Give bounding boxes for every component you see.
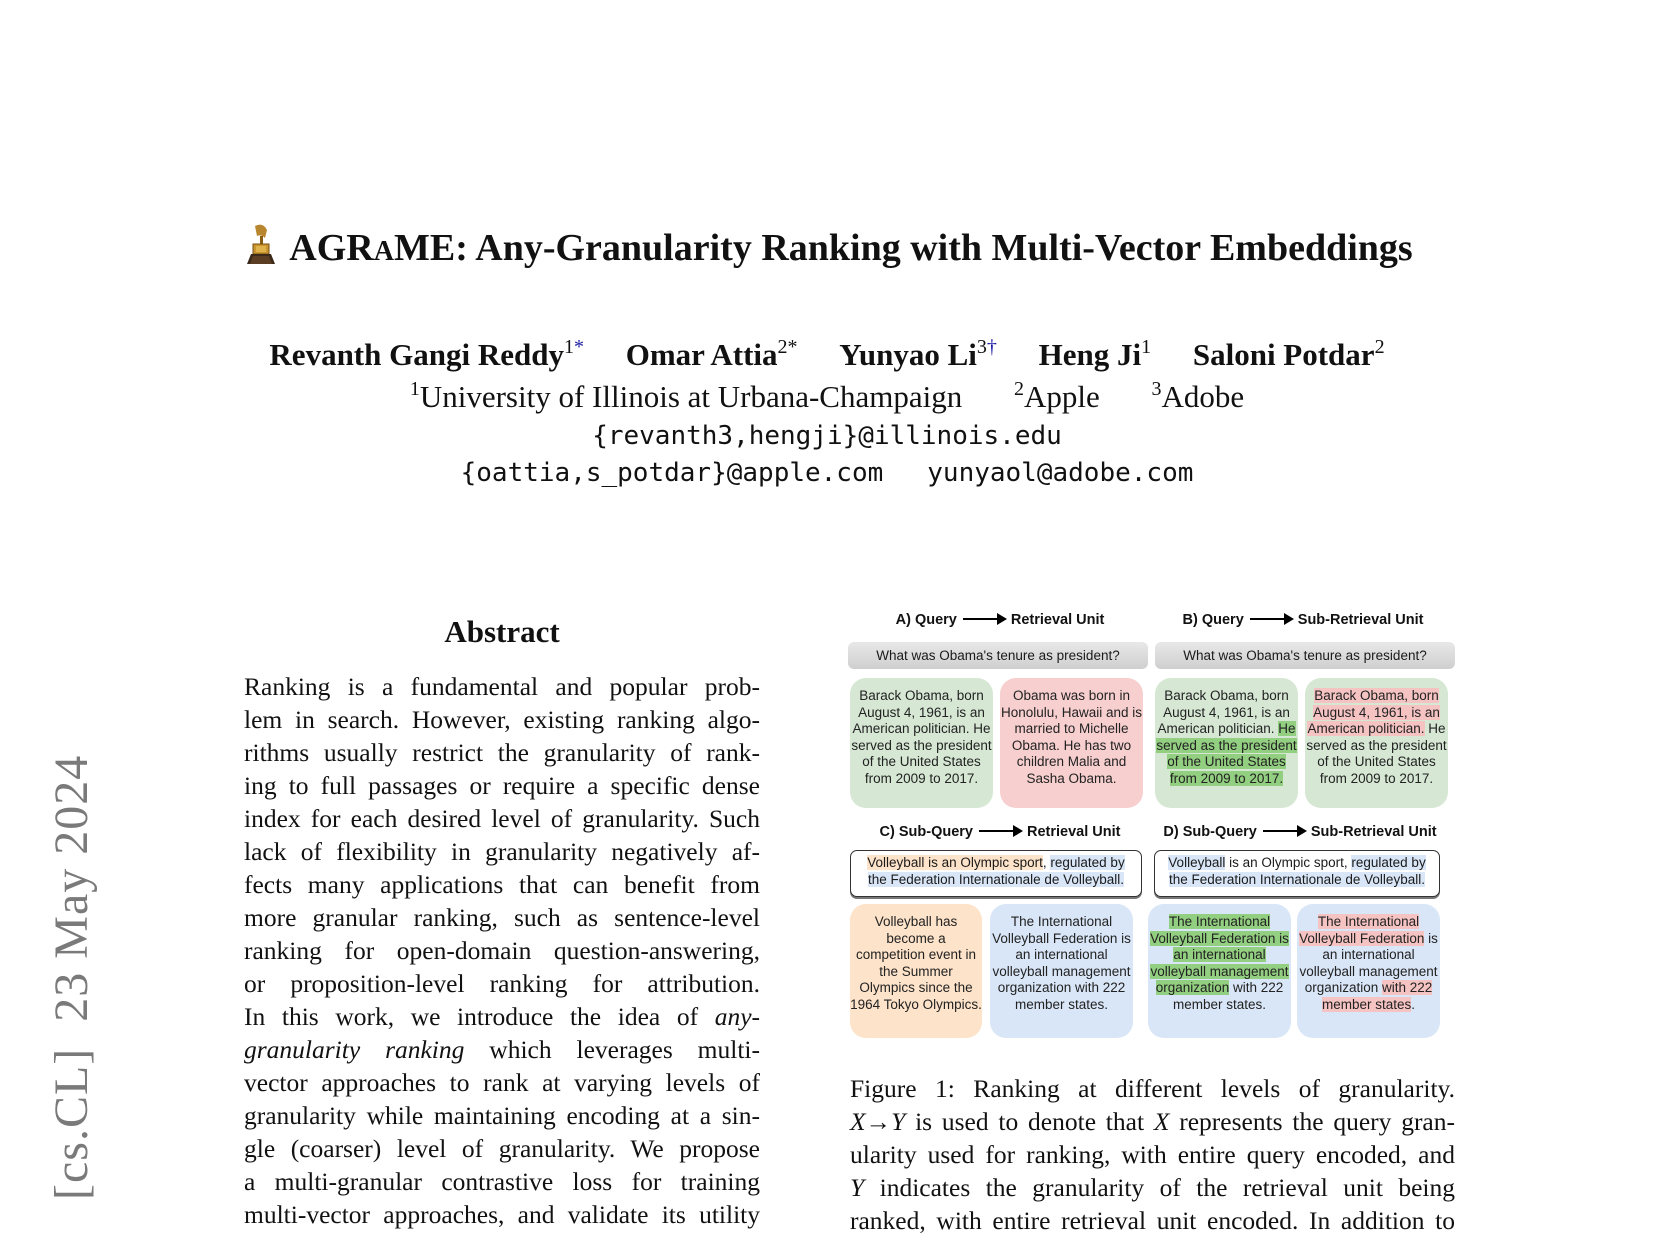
- abstract-line: multi-vector approaches, and validate its utility: [244, 1200, 760, 1229]
- panel-label-left: D) Sub-Query: [1163, 824, 1257, 840]
- abstract-line: a multi-granular contrastive loss for training: [244, 1167, 760, 1196]
- author-affil-num: 1: [563, 336, 574, 358]
- panel-d: [1140, 824, 1440, 1052]
- email-adobe[interactable]: yunyaol@adobe.com: [927, 458, 1194, 488]
- abstract-line: [244, 1000, 760, 1033]
- math-y: Y: [891, 1107, 906, 1136]
- unit-text: Barack Obama, born August 4, 1961, is an American politician.: [1157, 688, 1290, 736]
- abstract-line: [244, 1033, 760, 1066]
- abstract-italic-term: any-: [714, 1002, 760, 1031]
- retrieval-unit-relevant: Barack Obama, born August 4, 1961, is an American politician. He served as the president of the United States from 2009 to 2017.: [850, 678, 993, 808]
- affiliation-num: 2: [1013, 378, 1024, 400]
- sub-query-sep: ,: [1042, 855, 1051, 870]
- panel-b: [1153, 612, 1453, 812]
- abstract-line: fects many applications that can benefit from: [244, 870, 760, 899]
- figure-1: [850, 612, 1460, 1052]
- author-name: Revanth Gangi Reddy: [269, 337, 564, 372]
- abstract-line: vector approaches to rank at varying levels of: [244, 1068, 760, 1097]
- abstract-line: lem in search. However, existing ranking algo-: [244, 705, 760, 734]
- sub-query-box: [1154, 850, 1440, 897]
- author-mark: †: [986, 336, 997, 358]
- retrieval-unit-irrelevant: Obama was born in Honolulu, Hawaii and is married to Michelle Obama. He has two children Malia and Sasha Obama.: [1000, 678, 1143, 808]
- arxiv-date: 23 May 2024: [45, 754, 98, 1022]
- panel-label: [850, 824, 1150, 840]
- math-x: X: [1153, 1107, 1170, 1136]
- affiliation-list: [0, 379, 1654, 415]
- panel-c: [850, 824, 1150, 1052]
- affiliation: [1014, 379, 1100, 414]
- affiliation-num: 1: [409, 378, 420, 400]
- relevant-highlight: He served as the president of the United States from 2009 to 2017.: [1156, 721, 1297, 786]
- panel-label: [1153, 612, 1453, 628]
- sub-query-part-b: regulated by: [1351, 855, 1426, 870]
- irrelevant-highlight: The International Volleyball Federation: [1299, 914, 1425, 946]
- panel-label-left: C) Sub-Query: [879, 824, 973, 840]
- arrow-right-icon: [1250, 618, 1292, 620]
- author-name: Omar Attia: [625, 337, 778, 372]
- email-line-2: [0, 458, 1654, 488]
- irrelevant-highlight: with 222 member states: [1321, 980, 1433, 1012]
- panel-label: [850, 612, 1150, 628]
- math-x: X: [850, 1107, 866, 1136]
- sub-query-text: is an Olympic sport,: [1225, 855, 1352, 870]
- sub-retrieval-unit-relevant: [1155, 678, 1298, 808]
- author: [839, 337, 997, 372]
- arrow-right-icon: [979, 830, 1021, 832]
- abstract-line: rithms usually restrict the granularity of rank-: [244, 738, 760, 767]
- math-y: Y: [850, 1173, 865, 1202]
- sub-retrieval-unit-irrelevant: [1297, 904, 1440, 1038]
- author-affil-num: 2: [777, 336, 788, 358]
- affiliation-name: Adobe: [1161, 379, 1245, 414]
- caption-text: represents the query gran-: [1169, 1107, 1455, 1136]
- author-name: Saloni Potdar: [1192, 337, 1375, 372]
- caption-line: [850, 1105, 1455, 1138]
- author-name: Heng Ji: [1038, 337, 1142, 372]
- abstract-line: Ranking is a fundamental and popular prob-: [244, 672, 760, 701]
- sub-query-part-b: regulated by: [1050, 855, 1125, 870]
- author: [1039, 337, 1151, 372]
- panel-a: [850, 612, 1150, 812]
- retrieval-unit-federation: The International Volleyball Federation is an international volleyball management organization with 222 member states.: [990, 904, 1133, 1038]
- caption-line: ularity used for ranking, with entire query encoded, and: [850, 1140, 1455, 1169]
- abstract-italic-term: granularity ranking: [244, 1035, 465, 1064]
- email-line-1[interactable]: {revanth3,hengji}@illinois.edu: [592, 421, 1062, 451]
- paper-title: [0, 222, 1654, 270]
- panel-label: [1150, 824, 1450, 840]
- sub-retrieval-unit-relevant: [1148, 904, 1291, 1038]
- unit-text: is an international volleyball management organization: [1299, 930, 1438, 995]
- abstract-line: more granular ranking, such as sentence-level: [244, 903, 760, 932]
- arrow-right-icon: [963, 618, 1005, 620]
- sub-query-part-a: is an Olympic sport: [924, 855, 1043, 870]
- figure-caption: [850, 1072, 1455, 1237]
- author: [1193, 337, 1385, 372]
- sub-query-part-b: the Federation Internationale de Volleyball.: [1169, 872, 1425, 887]
- unit-text: He served as the president of the United States from 2009 to 2017.: [1306, 721, 1447, 786]
- math-arrow: →: [865, 1107, 892, 1136]
- unit-text: with 222 member states.: [1172, 980, 1284, 1012]
- caption-text: is used to denote that: [905, 1107, 1154, 1136]
- abstract-line: lack of flexibility in granularity negatively af-: [244, 837, 760, 866]
- author: [626, 337, 798, 372]
- panel-label-left: A) Query: [895, 612, 957, 628]
- abstract-text: In this work, we introduce the idea of: [244, 1002, 715, 1031]
- author-mark: *: [573, 336, 584, 358]
- irrelevant-highlight: Barack Obama, born August 4, 1961, is an American politician.: [1307, 688, 1440, 736]
- arrow-right-icon: [1263, 830, 1305, 832]
- author-affil-num: 3: [976, 336, 987, 358]
- title-name-part1: AGR: [289, 227, 374, 269]
- abstract-body: [244, 670, 760, 1231]
- affiliation-name: University of Illinois at Urbana-Champaign: [419, 379, 963, 414]
- unit-text: .: [1411, 996, 1416, 1012]
- relevant-highlight: The International Volleyball Federation is an international volleyball management organization: [1150, 914, 1289, 995]
- author-list: [0, 337, 1654, 373]
- caption-line: ranked, with entire retrieval unit encoded. In addition to: [850, 1206, 1455, 1235]
- abstract-line: gle (coarser) level of granularity. We propose: [244, 1134, 760, 1163]
- author-affil-num: 2: [1374, 336, 1385, 358]
- author-mark: *: [787, 336, 798, 358]
- affiliation: [1152, 379, 1245, 414]
- sub-query-part-b: the Federation Internationale de Volleyball.: [868, 872, 1124, 887]
- author-affil-num: 1: [1141, 336, 1152, 358]
- abstract-line: ing to full passages or require a specific dense: [244, 771, 760, 800]
- affiliation-name: Apple: [1023, 379, 1100, 414]
- retrieval-unit-olympics: Volleyball has become a competition event in the Summer Olympics since the 1964 Tokyo Olympics.: [850, 904, 982, 1038]
- affiliation: [410, 379, 962, 414]
- email-apple[interactable]: {oattia,s_potdar}@apple.com: [460, 458, 884, 488]
- author-name: Yunyao Li: [839, 337, 977, 372]
- caption-line: Figure 1: Ranking at different levels of granularity.: [850, 1074, 1455, 1103]
- panel-label-right: Sub-Retrieval Unit: [1310, 824, 1437, 840]
- abstract-line: index for each desired level of granularity. Such: [244, 804, 760, 833]
- gramophone-trophy-icon: [241, 222, 281, 266]
- panel-label-right: Retrieval Unit: [1010, 612, 1105, 628]
- abstract-line: granularity while maintaining encoding at a sin-: [244, 1101, 760, 1130]
- author: [269, 337, 584, 372]
- sub-query-box: [850, 850, 1142, 897]
- sub-query-part-a: Volleyball: [867, 855, 925, 870]
- title-name-part3: ME: [393, 227, 456, 269]
- arxiv-stamp: [44, 755, 99, 1200]
- affiliation-num: 3: [1151, 378, 1162, 400]
- title-name-part2: A: [373, 236, 394, 267]
- query-bar: What was Obama's tenure as president?: [848, 642, 1148, 669]
- abstract-text: which leverages multi-: [464, 1035, 760, 1064]
- sub-query-part-a: Volleyball: [1168, 855, 1226, 870]
- caption-text: indicates the granularity of the retrieval unit being: [864, 1173, 1455, 1202]
- query-bar: What was Obama's tenure as president?: [1155, 642, 1455, 669]
- caption-line: [850, 1171, 1455, 1204]
- panel-label-right: Retrieval Unit: [1026, 824, 1121, 840]
- panel-label-right: Sub-Retrieval Unit: [1297, 612, 1424, 628]
- abstract-line: ranking for open-domain question-answering,: [244, 936, 760, 965]
- abstract-line: or proposition-level ranking for attribution.: [244, 969, 760, 998]
- abstract-heading: Abstract: [444, 614, 560, 649]
- arxiv-category: [cs.CL]: [45, 1047, 98, 1200]
- title-rest: : Any-Granularity Ranking with Multi-Vector Embeddings: [455, 227, 1413, 269]
- sub-retrieval-unit-irrelevant: [1305, 678, 1448, 808]
- panel-label-left: B) Query: [1182, 612, 1244, 628]
